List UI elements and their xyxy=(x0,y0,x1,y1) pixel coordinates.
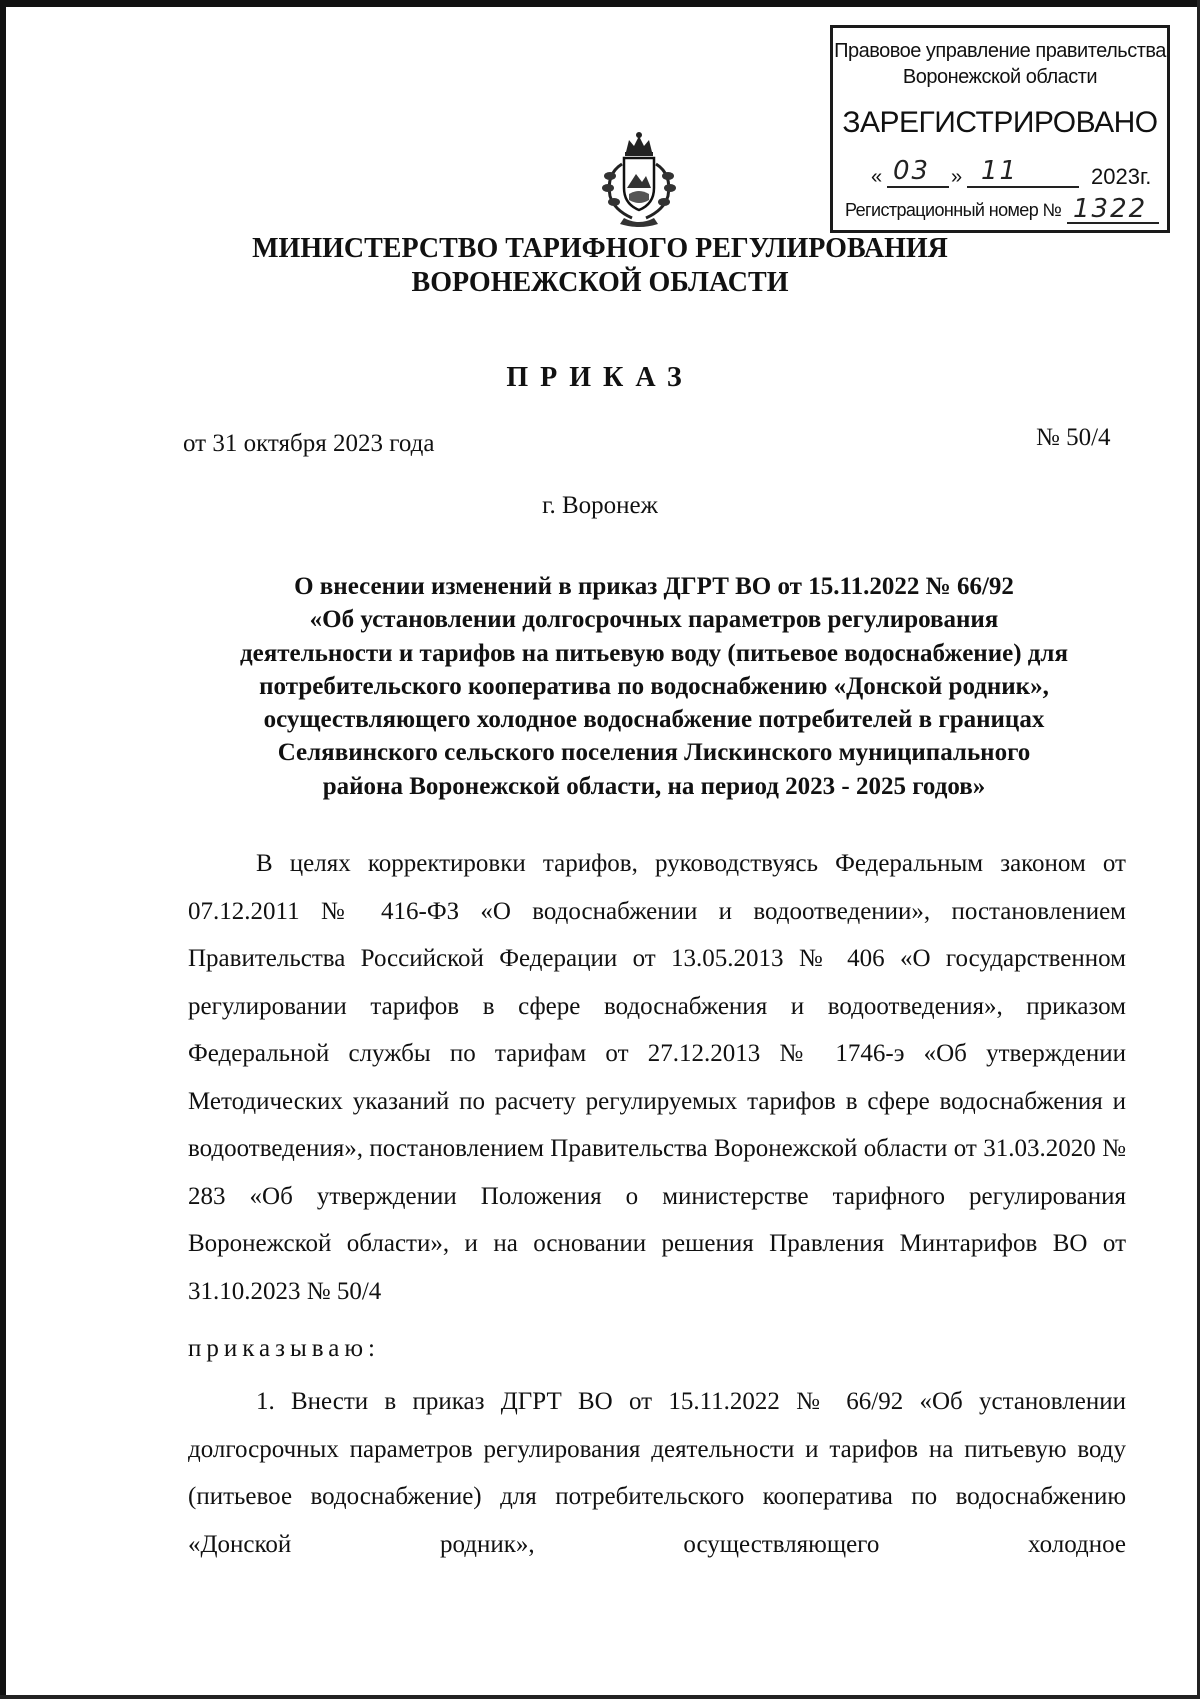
order-word: приказываю: xyxy=(188,1335,380,1362)
stamp-quote-close: » xyxy=(951,166,963,188)
stamp-status: ЗАРЕГИСТРИРОВАНО xyxy=(842,106,1158,139)
stamp-date xyxy=(871,156,1151,196)
stamp-reg-underline xyxy=(1067,222,1159,224)
stamp-month: 11 xyxy=(981,156,1019,186)
stamp-registration-row xyxy=(845,194,1165,230)
stamp-year: 2023г. xyxy=(1091,164,1152,189)
registration-stamp xyxy=(830,25,1170,233)
item-1-paragraph: 1. Внести в приказ ДГРТ ВО от 15.11.2022 № 66/92 «Об установлении долгосрочных параметров регулирования деятельности и тарифов на питьевую воду (питьевое водоснабжение) для потребительского кооператива по водоснабжению «Донской родник», осуществляющего холодное xyxy=(188,1388,1126,1558)
document-city: г. Воронеж xyxy=(542,492,658,519)
stamp-day-underline xyxy=(887,186,949,188)
document-number: № 50/4 xyxy=(1036,424,1111,451)
stamp-org-line2: Воронежской области xyxy=(902,66,1098,88)
stamp-day: 03 xyxy=(893,156,931,186)
stamp-reg-label: Регистрационный номер № xyxy=(845,200,1062,220)
voronezh-coat-of-arms-icon xyxy=(596,130,682,230)
stamp-quote-open: « xyxy=(871,166,883,188)
preamble-paragraph: В целях корректировки тарифов, руководствуясь Федеральным законом от 07.12.2011 № 416-ФЗ «О водоснабжении и водоотведении», постановлением Правительства Российской Федерации от 13.05.2013 № 406 «О государственном регулировании тарифов в сфере водоснабжения и водоотведения», приказом Федеральной службы по тарифам от 27.12.2013 № 1746-э «Об утверждении Методических указаний по расчету регулируемых тарифов в сфере водоснабжения и водоотведения», постановлением Правительства Воронежской области от 31.03.2020 № 283 «Об утверждении Положения о министерстве тарифного регулирования Воронежской области», и на основании решения Правления Минтарифов ВО от 31.10.2023 № 50/4 xyxy=(188,850,1126,1305)
scan-edge-top xyxy=(0,0,1200,7)
document-title: О внесении изменений в приказ ДГРТ ВО от 15.11.2022 № 66/92 «Об установлении долгосрочных параметров регулирования деятельности и тарифов на питьевую воду (питьевое водоснабжение) для потребительского кооператива по водоснабжению «Донской родник», осуществляющего холодное водоснабжение потребителей в границах Селявинского сельского поселения Лискинского муниципального района Воронежской области, на период 2023 - 2025 годов» xyxy=(240,573,1068,800)
document-date: от 31 октября 2023 года xyxy=(183,430,435,457)
stamp-reg-number: 1322 xyxy=(1073,194,1148,224)
ministry-line2: ВОРОНЕЖСКОЙ ОБЛАСТИ xyxy=(411,267,789,298)
ministry-line1: МИНИСТЕРСТВО ТАРИФНОГО РЕГУЛИРОВАНИЯ xyxy=(252,233,948,264)
stamp-month-underline xyxy=(967,186,1079,188)
document-type: ПРИКАЗ xyxy=(506,362,694,393)
scan-edge-bottom xyxy=(0,1695,1200,1699)
ministry-name xyxy=(0,232,1200,300)
stamp-organization xyxy=(833,38,1167,90)
stamp-org-line1: Правовое управление правительства xyxy=(834,40,1166,62)
